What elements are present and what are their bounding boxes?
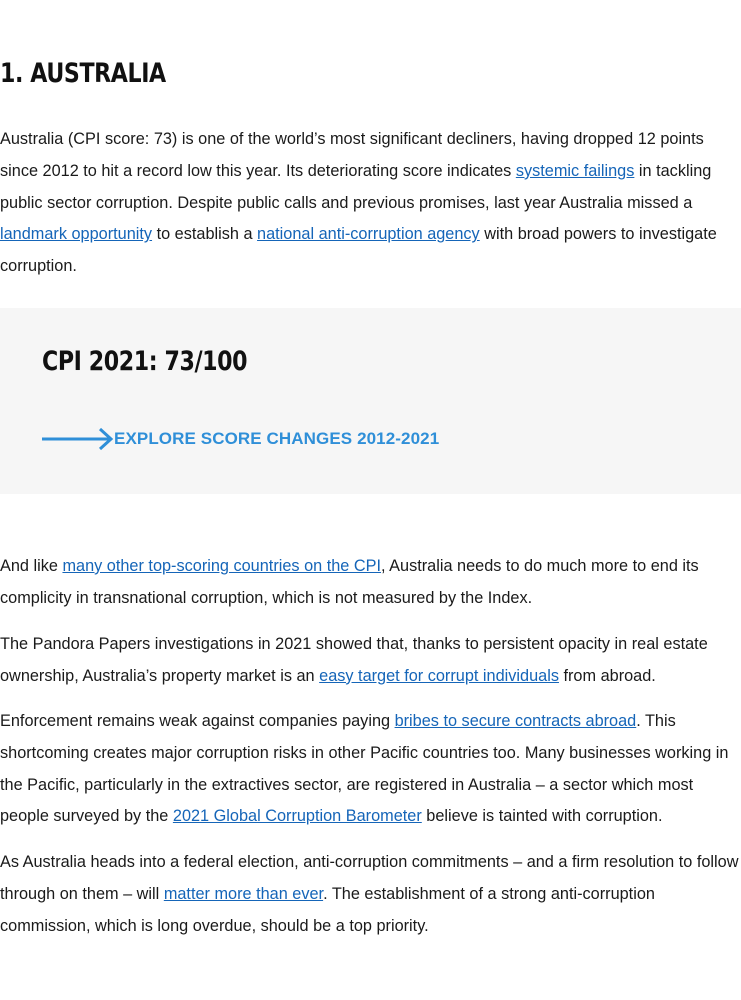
score-callout-box [0,308,741,494]
p4-text-1: As Australia heads into a federal election, anti-corruption commitments – and a firm resolution to follow through on them – will [0,853,739,903]
link-top-scoring-countries[interactable]: many other top-scoring countries on the CPI [62,557,382,575]
link-global-corruption-barometer[interactable]: 2021 Global Corruption Barometer [172,807,422,826]
intro-text-4: with broad powers to investigate corruption. [0,225,717,276]
explore-score-changes-label: EXPLORE SCORE CHANGES 2012-2021 [114,429,440,448]
intro-text-2: in tackling public sector corruption. Despite public calls and previous promises, last year Australia missed a [0,161,712,212]
link-bribes-contracts-abroad[interactable]: bribes to secure contracts abroad [394,712,637,730]
intro-paragraph [0,124,741,283]
explore-score-changes-link[interactable] [42,427,439,451]
p1-text-2: , Australia needs to do much more to end its complicity in transnational corruption, which is not measured by the Index. [0,557,699,607]
p2-text-1: The Pandora Papers investigations in 2021 showed that, thanks to persistent opacity in real estate ownership, Australia’s property market is an [0,635,708,685]
paragraph-pandora-papers [0,629,741,693]
link-matter-more-than-ever[interactable]: matter more than ever [163,884,324,903]
p3-text-3: believe is tainted with corruption. [421,807,663,826]
p1-text-1: And like [0,557,63,575]
link-systemic-failings[interactable]: systemic failings [515,161,635,180]
section-heading: 1. AUSTRALIA [0,58,166,89]
p3-text-1: Enforcement remains weak against companies paying [0,712,395,730]
cpi-score-heading: CPI 2021: 73/100 [42,346,248,377]
intro-text-1: Australia (CPI score: 73) is one of the world’s most significant decliners, having dropped 12 points since 2012 to hit a record low this year. Its deteriorating score indicates [0,130,704,180]
paragraph-top-scoring [0,551,741,615]
p2-text-2: from abroad. [558,666,656,685]
paragraph-enforcement [0,706,741,833]
paragraph-federal-election [0,847,741,942]
link-national-anti-corruption-agency[interactable]: national anti-corruption agency [257,225,480,244]
intro-text-3: to establish a [152,225,258,244]
link-easy-target[interactable]: easy target for corrupt individuals [319,666,559,685]
arrow-right-icon [42,427,114,451]
link-landmark-opportunity[interactable]: landmark opportunity [0,225,153,244]
p4-text-2: . The establishment of a strong anti-corruption commission, which is long overdue, should be a top priority. [0,884,655,935]
p3-text-2: . This shortcoming creates major corruption risks in other Pacific countries too. Many businesses working in the Pacific, particularly in the extractives sector, are registered in Australia – a sector which most people surveyed by the [0,712,729,826]
